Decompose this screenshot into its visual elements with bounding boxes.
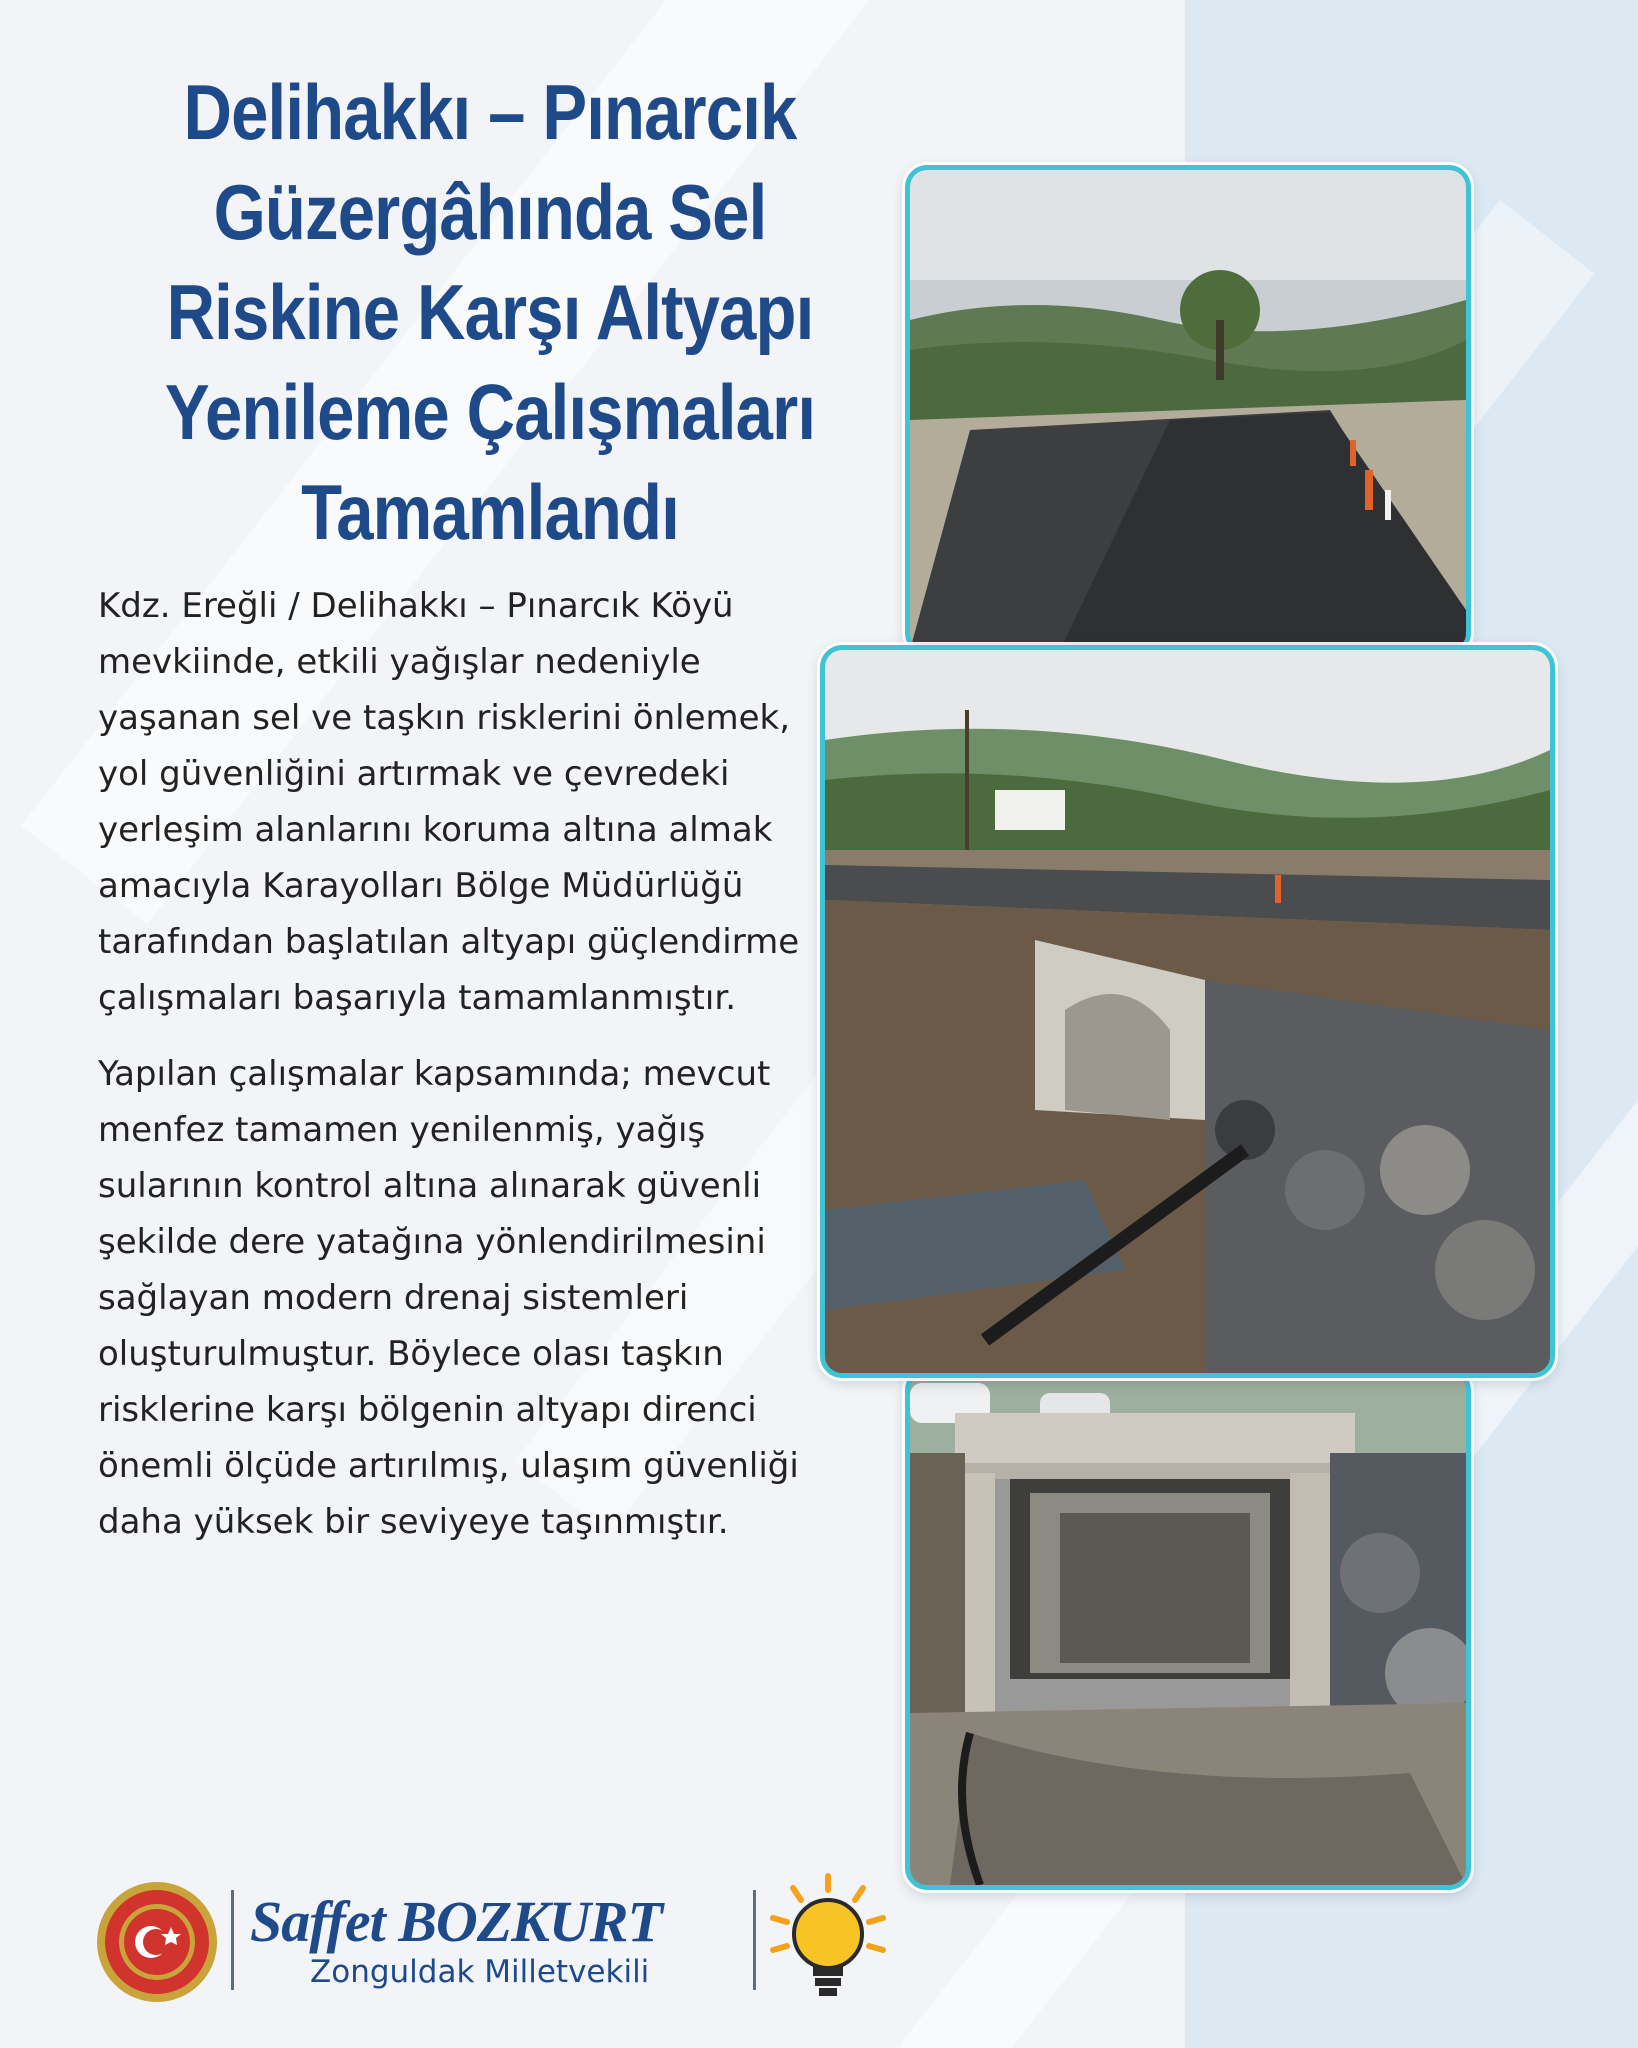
culvert-view-illustration [910,1373,1466,1885]
tbmm-seal-icon [95,1880,219,2004]
headline-line: Riskine Karşı Altyapı [166,268,814,356]
paragraph-details: Yapılan çalışmalar kapsamında; mevcut menfez tamamen yenilenmiş, yağış sularının kontrol altına alınarak güvenli şekilde dere yatağına yönlendirilmesini sağlayan modern drenaj sistemleri oluşturulmuştur. Böylece olası taşkın risklerine karşı bölgenin altyapı direnci önemli ölçüde artırılmış, ulaşım güvenliği daha yüksek bir seviyeye taşınmıştır. [98,1054,799,1542]
headline [129,62,851,562]
photo-paved-road [905,165,1471,655]
road-photo-illustration [910,170,1466,650]
mp-title: Zonguldak Milletvekili [310,1954,650,1990]
headline-line: Tamamlandı [301,468,679,556]
paragraph-intro: Kdz. Ereğli / Delihakkı – Pınarcık Köyü mevkiinde, etkili yağışlar nedeniyle yaşanan sel ve taşkın risklerini önlemek, yol güvenliğini artırmak ve çevredeki yerleşim alanlarını koruma altına almak amacıyla Karayolları Bölge Müdürlüğü tarafından başlatılan altyapı güçlendirme çalışmaları başarıyla tamamlanmıştır. [98,586,800,1018]
footer-signature [95,1870,925,2000]
culvert-photo-illustration [825,650,1550,1373]
footer-divider [231,1890,234,1990]
headline-line: Delihakkı – Pınarcık [183,68,797,156]
headline-line: Yenileme Çalışmaları [164,368,816,456]
photo-culvert-view [905,1368,1471,1890]
footer-divider [753,1890,756,1990]
mp-name: Saffet BOZKURT [250,1889,662,1954]
headline-line: Güzergâhında Sel [213,168,767,256]
photo-culvert-construction [820,645,1555,1378]
article-body [98,578,818,1570]
ak-party-bulb-icon [763,1870,893,2010]
